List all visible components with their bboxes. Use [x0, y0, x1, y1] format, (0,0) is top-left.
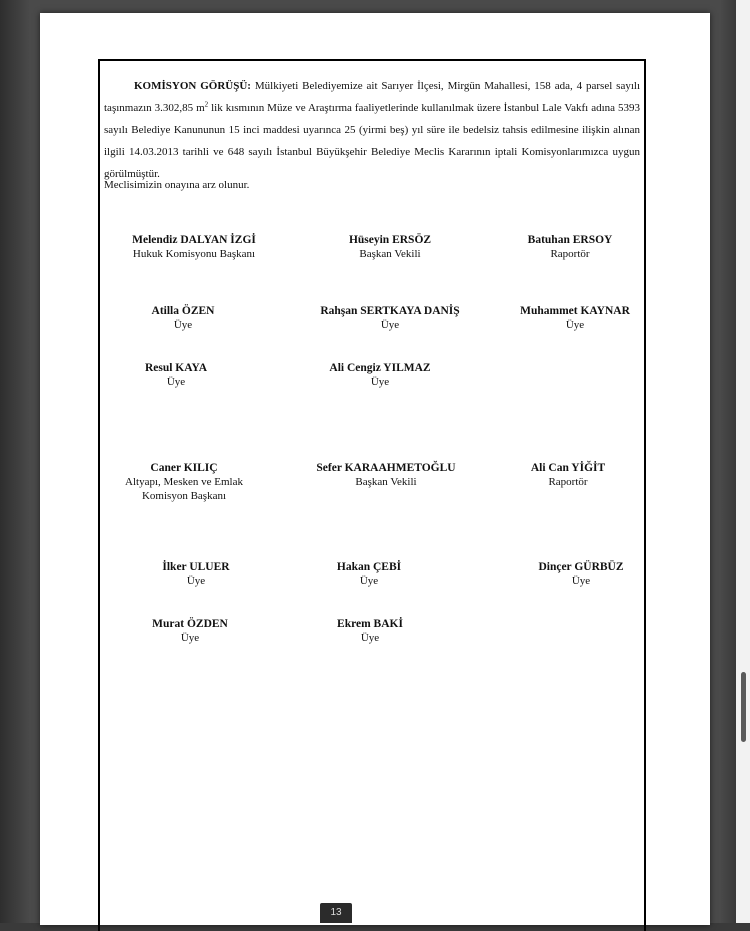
page-number-indicator: 13: [320, 903, 352, 923]
commission-opinion-paragraph: [104, 75, 640, 185]
signatory-role: Üye: [370, 376, 390, 388]
signature-block: [84, 233, 304, 261]
signatory-name: Batuhan ERSOY: [527, 234, 613, 246]
document-page: [40, 13, 710, 925]
signatory-name: Rahşan SERTKAYA DANİŞ: [320, 305, 460, 317]
document-frame: [98, 59, 646, 931]
signatory-role: Hukuk Komisyonu Başkanı: [132, 248, 256, 260]
signature-block: [73, 304, 293, 332]
signatory-role: Başkan Vekili: [359, 248, 421, 260]
signatory-name: Murat ÖZDEN: [152, 618, 228, 630]
opinion-text: Mülkiyeti Belediyemize ait Sarıyer İlçesi, Mirgün Mahallesi, 158 ada, 4 parsel sayılı taşınmazın 3.302,85 m: [104, 80, 641, 114]
scrollbar-track[interactable]: [736, 0, 750, 923]
signatory-name: Muhammet KAYNAR: [520, 305, 630, 317]
signatory-name: Ali Can YİĞİT: [530, 462, 606, 474]
signature-block: [260, 617, 480, 645]
signatory-name: İlker ULUER: [162, 561, 230, 573]
signature-block: [270, 361, 490, 389]
signatory-role: Üye: [359, 575, 379, 587]
signatory-role: Üye: [166, 376, 186, 388]
scrollbar-thumb[interactable]: [741, 672, 746, 742]
signatory-name: Melendiz DALYAN İZGİ: [132, 234, 256, 246]
signatory-name: Sefer KARAAHMETOĞLU: [316, 462, 456, 474]
opinion-text-continued: lik kısmının Müze ve Araştırma faaliyetlerinde kullanılmak üzere İstanbul Lale Vakfı adına 5393 sayılı Belediye Kanununun 15 inci maddesi uyarınca 25 (yirmi beş) yıl süre ile bedelsiz tahsis edilmesine ilişkin alınan ilgili 14.03.2013 tarihli ve 648 sayılı İstanbul Büyükşehir Belediye Meclis Kararının iptali Komisyonlarımızca uygun görülmüştür.: [104, 102, 640, 180]
signatory-role: Üye: [380, 319, 400, 331]
signature-block: [74, 461, 294, 503]
signatory-role: Üye: [180, 632, 200, 644]
signatory-name: Dinçer GÜRBÜZ: [538, 561, 624, 573]
signatory-role: Üye: [186, 575, 206, 587]
signature-block: [458, 461, 678, 489]
signatory-name: Hüseyin ERSÖZ: [348, 234, 432, 246]
signature-block: [460, 233, 680, 261]
opinion-superscript: 2: [204, 100, 209, 109]
signature-block: [465, 304, 685, 332]
signatory-role: Üye: [173, 319, 193, 331]
signatory-role-line2: Komisyon Başkanı: [141, 490, 227, 502]
signature-block: [471, 560, 691, 588]
signatory-name: Resul KAYA: [144, 362, 208, 374]
signatory-name: Hakan ÇEBİ: [336, 561, 402, 573]
signatory-role: Başkan Vekili: [355, 476, 417, 488]
signatory-name: Ali Cengiz YILMAZ: [329, 362, 431, 374]
signatory-role: Üye: [360, 632, 380, 644]
signatory-role: Raportör: [548, 476, 588, 488]
signatory-role: Altyapı, Mesken ve Emlak: [125, 476, 243, 488]
signature-block: [259, 560, 479, 588]
signatory-role: Üye: [571, 575, 591, 587]
signatory-name: Ekrem BAKİ: [337, 618, 403, 630]
signatory-name: Caner KILIÇ: [150, 462, 218, 474]
signatory-role: Raportör: [550, 248, 590, 260]
signatory-role: Üye: [565, 319, 585, 331]
closing-sentence: Meclisimizin onayına arz olunur.: [104, 179, 250, 191]
signatory-name: Atilla ÖZEN: [151, 305, 215, 317]
signature-block: [66, 361, 286, 389]
opinion-lead: KOMİSYON GÖRÜŞÜ:: [134, 80, 251, 92]
